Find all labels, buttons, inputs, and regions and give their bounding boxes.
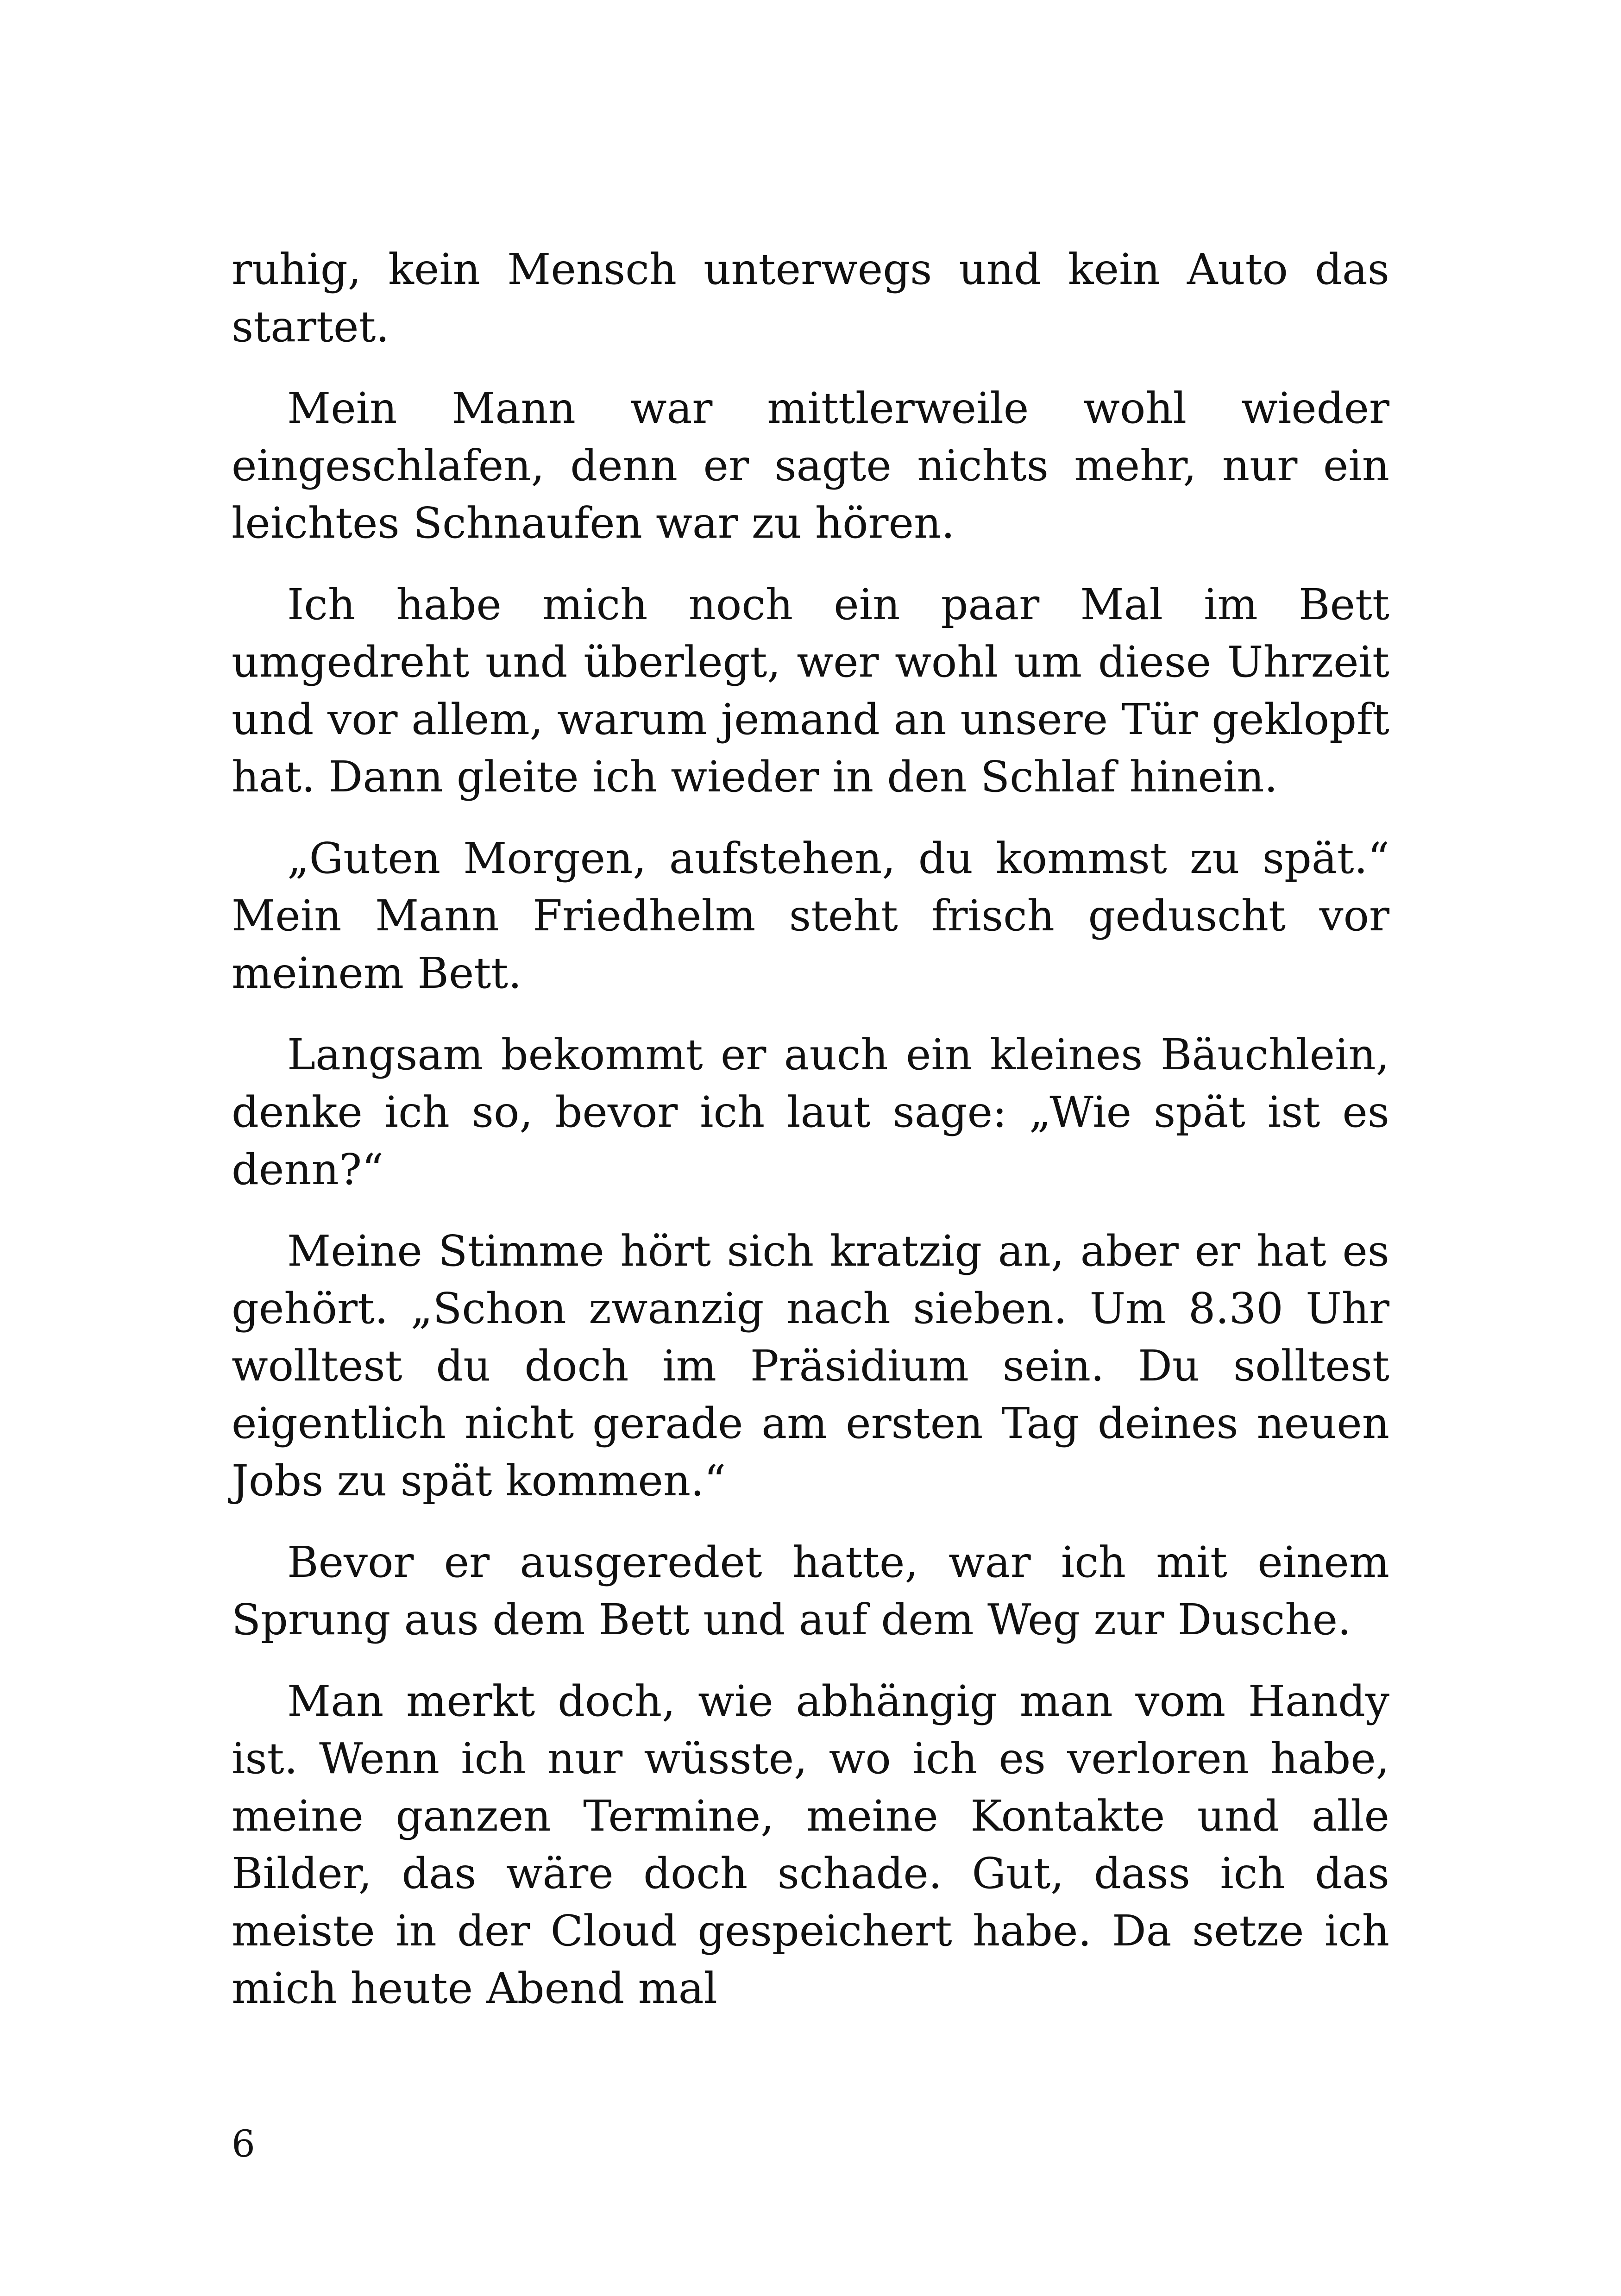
page-number: 6 xyxy=(232,2122,255,2165)
paragraph: Ich habe mich noch ein paar Mal im Bett umgedreht und überlegt, wer wohl um diese Uhrzeit und vor allem, warum jemand an unsere Tür geklopft hat. Dann gleite ich wieder in den Schlaf hinein. xyxy=(232,580,1389,802)
paragraph: ruhig, kein Mensch unterwegs und kein Auto das startet. xyxy=(232,245,1389,351)
paragraph: Bevor er ausgeredet hatte, war ich mit einem Sprung aus dem Bett und auf dem Weg zur Dusche. xyxy=(232,1537,1389,1644)
paragraph: Mein Mann war mittlerweile wohl wieder eingeschlafen, denn er sagte nichts mehr, nur ein leichtes Schnaufen war zu hören. xyxy=(232,383,1389,548)
paragraph: Man merkt doch, wie abhängig man vom Handy ist. Wenn ich nur wüsste, wo ich es verloren habe, meine ganzen Termine, meine Kontakte und alle Bilder, das wäre doch schade. Gut, dass ich das meiste in der Cloud gespeichert habe. Da setze ich mich heute Abend mal xyxy=(232,1676,1389,2013)
body-text xyxy=(232,241,1389,2041)
paragraph: Meine Stimme hört sich kratzig an, aber er hat es gehört. „Schon zwanzig nach sieben. Um 8.30 Uhr wolltest du doch im Präsidium sein. Du solltest eigentlich nicht gerade am ersten Tag deines neuen Jobs zu spät kommen.“ xyxy=(232,1226,1389,1506)
paragraph: Langsam bekommt er auch ein kleines Bäuchlein, denke ich so, bevor ich laut sage: „Wie spät ist es denn?“ xyxy=(232,1030,1389,1194)
paragraph: „Guten Morgen, aufstehen, du kommst zu spät.“ Mein Mann Friedhelm steht frisch geduscht vor meinem Bett. xyxy=(232,834,1389,998)
